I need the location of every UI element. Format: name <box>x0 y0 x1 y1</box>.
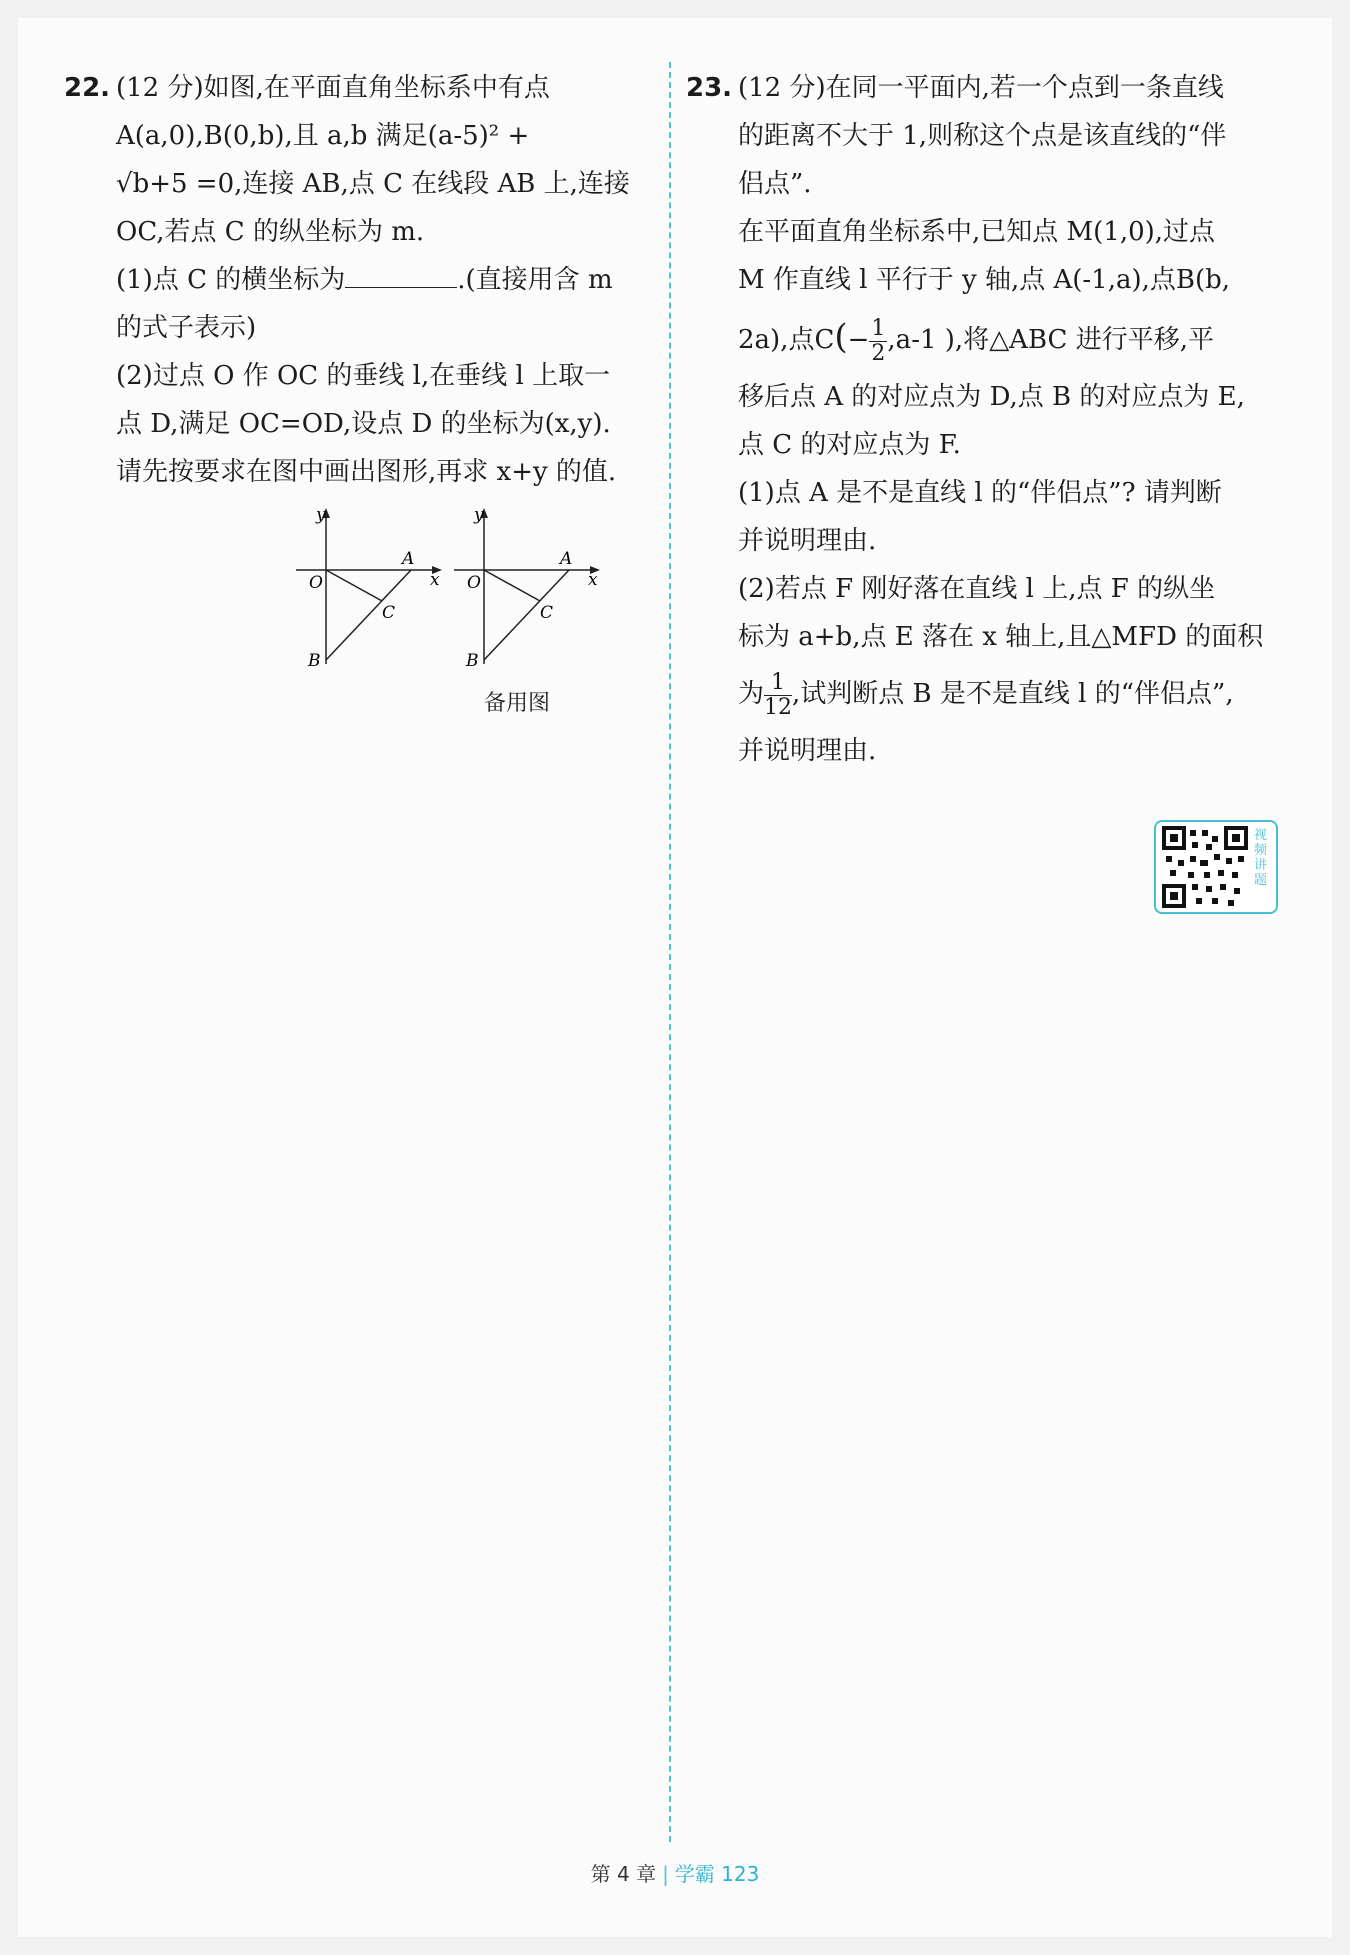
backup-figure-caption: 备用图 <box>484 691 551 716</box>
q23-line-1: (12 分)在同一平面内,若一个点到一条直线 <box>738 73 1224 103</box>
page-footer <box>0 1858 1350 1887</box>
q22-line-3: √b+5 =0,连接 AB,点 C 在线段 AB 上,连接 <box>116 169 630 199</box>
fraction-one-twelfth: $\frac{1}{12}$ <box>764 669 793 720</box>
label-O: O <box>309 573 323 593</box>
svg-text:y: y <box>474 505 484 525</box>
question-23 <box>686 64 1278 775</box>
q22-line-2: A(a,0),B(0,b),且 a,b 满足(a-5)² + <box>116 121 530 151</box>
q23-line-2: 的距离不大于 1,则称这个点是该直线的“伴 <box>738 121 1227 151</box>
coordinate-figure <box>296 504 446 674</box>
fraction-one-half: $\frac{1}{2}$ <box>871 315 886 366</box>
q23-line-4: 在平面直角坐标系中,已知点 M(1,0),过点 <box>738 217 1216 247</box>
label-A: A <box>402 549 415 569</box>
segment-AB <box>326 570 411 660</box>
q23-line-8: (1)点 A 是不是直线 l 的“伴侣点”? 请判断 <box>738 478 1222 508</box>
chapter-label: 第 4 章 <box>590 1862 657 1886</box>
video-qr-code[interactable] <box>1154 820 1278 914</box>
column-divider <box>669 62 671 1842</box>
q23-line-fraction: 2a),点C(− $\frac{1}{2}$ ,a-1 ),将△ABC 进行平移,平 <box>738 315 1214 366</box>
q22-part1-line2: 的式子表示) <box>116 313 257 343</box>
q23-line-7: 点 C 的对应点为 F. <box>738 430 961 460</box>
q23-line-9: 并说明理由. <box>738 526 877 556</box>
footer-separator: | <box>662 1862 669 1886</box>
svg-text:x: x <box>588 570 598 590</box>
q22-part1-text: (1)点 C 的横坐标为 <box>116 265 346 295</box>
segment-OC <box>326 570 382 601</box>
answer-blank[interactable] <box>345 259 457 288</box>
question-22 <box>64 64 654 716</box>
q23-last-line: 并说明理由. <box>738 736 877 766</box>
q23-line-fraction-2: 为 $\frac{1}{12}$ ,试判断点 B 是不是直线 l 的“伴侣点”, <box>738 669 1234 720</box>
q22-figures <box>64 504 654 716</box>
q22-part1 <box>116 256 654 304</box>
q22-part1-text-after: .(直接用含 m <box>457 265 613 295</box>
q23-line-5: M 作直线 l 平行于 y 轴,点 A(-1,a),点B(b, <box>738 265 1231 295</box>
q22-line-4: OC,若点 C 的纵坐标为 m. <box>116 217 425 247</box>
question-number: 23. <box>686 73 733 103</box>
svg-text:O: O <box>467 573 481 593</box>
qr-code-icon <box>1162 826 1248 908</box>
q22-line-1: (12 分)如图,在平面直角坐标系中有点 <box>116 73 550 103</box>
svg-text:C: C <box>540 603 554 623</box>
q22-part2-line1: (2)过点 O 作 OC 的垂线 l,在垂线 l 上取一 <box>116 361 611 391</box>
q23-frac-before: 2a),点C <box>738 325 835 355</box>
q22-part2-line2: 点 D,满足 OC=OD,设点 D 的坐标为(x,y). <box>116 409 611 439</box>
backup-figure <box>454 504 604 716</box>
brand-page-number: 学霸 123 <box>674 1862 760 1886</box>
label-C: C <box>382 603 396 623</box>
svg-text:B: B <box>466 651 479 671</box>
q23-line-10: (2)若点 F 刚好落在直线 l 上,点 F 的纵坐 <box>738 574 1216 604</box>
label-y: y <box>316 505 326 525</box>
label-B: B <box>308 651 321 671</box>
qr-label: 视频讲题 <box>1254 828 1268 888</box>
q23-line-6: 移后点 A 的对应点为 D,点 B 的对应点为 E, <box>738 382 1245 412</box>
svg-text:A: A <box>560 549 573 569</box>
question-number: 22. <box>64 73 111 103</box>
label-x: x <box>430 570 440 590</box>
q23-line-3: 侣点”. <box>738 169 812 199</box>
q22-part2-line3: 请先按要求在图中画出图形,再求 x+y 的值. <box>116 457 617 487</box>
q23-frac-after: ,a-1 ),将△ABC 进行平移,平 <box>887 325 1214 355</box>
q23-line-11: 标为 a+b,点 E 落在 x 轴上,且△MFD 的面积 <box>738 622 1264 652</box>
